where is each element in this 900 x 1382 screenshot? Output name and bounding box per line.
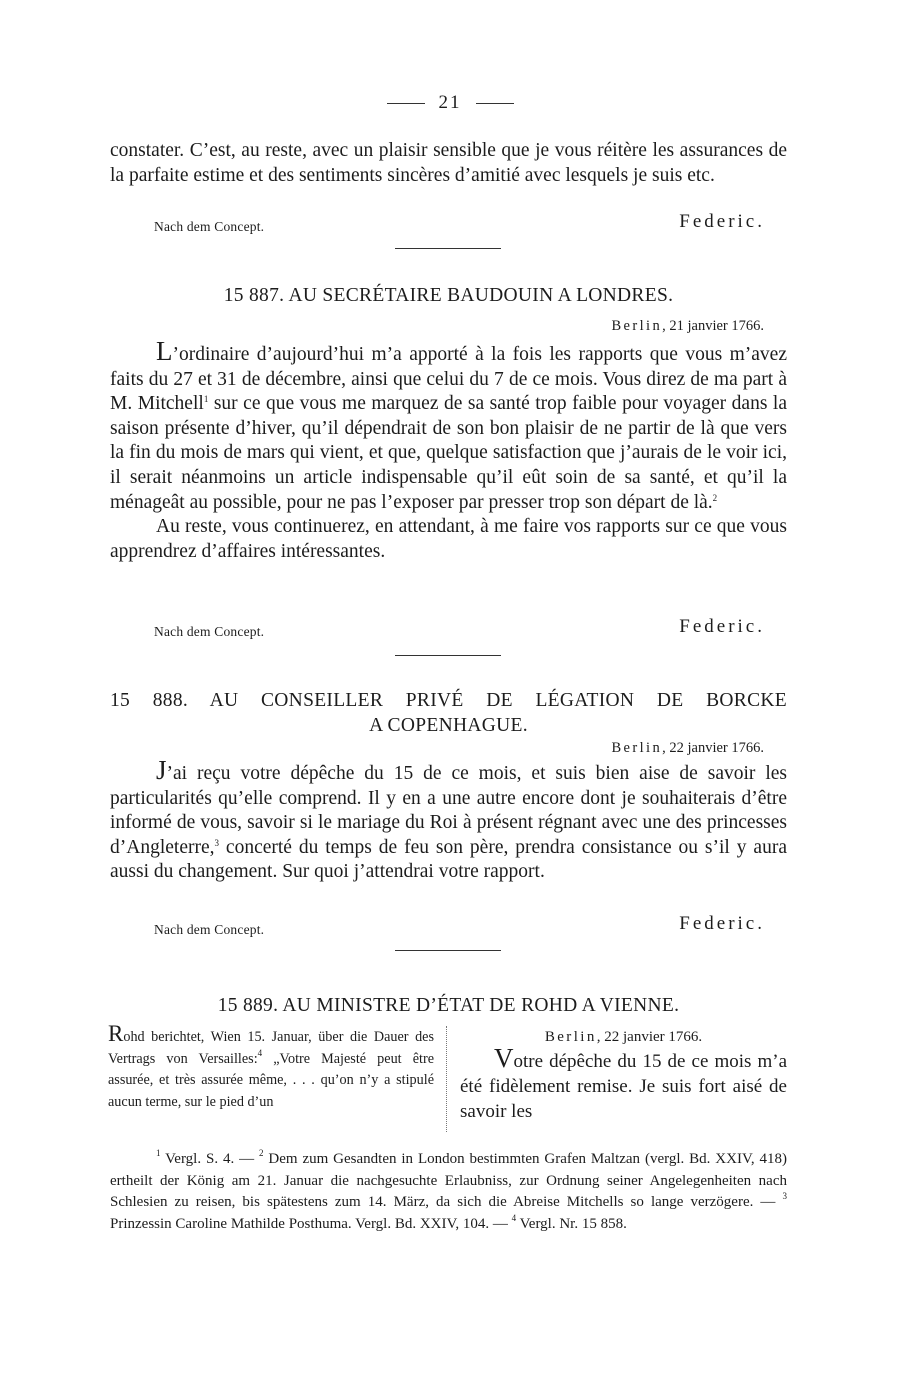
letter-title: AU CONSEILLER PRIVÉ DE LÉGATION DE BORCKE <box>209 690 787 711</box>
letter-title: AU MINISTRE D’ÉTAT DE ROHD A VIENNE. <box>282 995 680 1016</box>
drop-cap: V <box>494 1043 514 1073</box>
paragraph-text: sur ce que vous me marquez de sa santé trop faible pour voyager dans la saison présente d’hiver, qu’il dépendrait de son bon plaisir de ne partir de là que vers la fin du mois de mars qui vient, et que, quelque satisfaction que j’aurais de le voir ici, il serait néanmoins un article indispensable qu’il eût soin de sa santé, et qu’il la ménageât au possible, pour ne pas l’exposer par presser trop son départ de là. <box>110 393 787 513</box>
page-number-dash-right <box>476 103 514 104</box>
letter-15889-paragraph <box>460 1043 787 1124</box>
letter-15887-body <box>110 336 787 564</box>
paragraph-text: otre dépêche du 15 de ce mois m’a été fidèlement remise. Je suis fort aisé de savoir les <box>460 1051 787 1122</box>
letter-15888-dateline <box>611 740 764 757</box>
footnotes <box>110 1149 787 1235</box>
drop-cap: J <box>156 755 167 785</box>
section-divider <box>395 655 501 656</box>
letter-15888-heading-line-1 <box>110 690 787 712</box>
footnote-number: 4 <box>511 1212 517 1223</box>
letter-15888-paragraph-1 <box>110 755 787 885</box>
column-divider <box>446 1026 447 1132</box>
intro-signature: Federic. <box>679 211 765 232</box>
page-number-dash-left <box>387 103 425 104</box>
footnote-text: Dem zum Gesandten in London bestimmten Grafen Maltzan (vergl. Bd. XXIV, 418) ertheilt der König am 21. Januar die nachgesuchte Erlaubniss, zur Ordnung seiner Angelegenheiten nach Schlesien zu reisen, bis spätestens zum 14. März, da sich die Abreise Mitchells so lange verzögere. — <box>110 1151 787 1211</box>
letter-15889-heading <box>110 995 787 1017</box>
letter-15887-source-note: Nach dem Concept. <box>154 624 265 639</box>
drop-cap: L <box>156 336 173 366</box>
footnote-marker: 4 <box>257 1047 263 1058</box>
footnote-number: 1 <box>156 1148 161 1158</box>
page-number <box>0 92 900 114</box>
footnote-text: Vergl. Nr. 15 858. <box>516 1215 627 1232</box>
date-place: Berlin <box>544 1029 597 1045</box>
footnote-number: 3 <box>782 1191 787 1202</box>
footnote-text: Prinzessin Caroline Mathilde Posthuma. Vergl. Bd. XXIV, 104. — <box>110 1215 512 1232</box>
letter-15888-source-note: Nach dem Concept. <box>154 922 265 937</box>
page-number-text: 21 <box>438 92 462 113</box>
summary-text: ohd berichtet, Wien 15. Januar, über die Dauer des Vertrags von Versailles: <box>108 1029 434 1067</box>
paragraph-text: ’ordinaire d’aujourd’hui m’a apporté à la fois les rapports que vous m’avez faits du 27 et 31 de décembre, ainsi que celui du 7 de ce mois. Vous direz de ma part à M. Mitchell <box>110 344 787 415</box>
drop-cap: R <box>108 1021 124 1046</box>
letter-15887-heading <box>110 285 787 307</box>
section-divider <box>395 248 501 249</box>
intro-paragraph: constater. C’est, au reste, avec un plaisir sensible que je vous réitère les assurances de la parfaite estime et des sentiments sincères d’amitié avec lesquels je suis etc. <box>110 140 787 186</box>
section-divider <box>395 950 501 951</box>
letter-15889-letter-column <box>460 1026 787 1124</box>
footnote-text: Vergl. S. 4. — <box>160 1151 260 1167</box>
paragraph-text: concerté du temps de feu son père, prendra consistance ou s’il y aura aussi du changement. Sur quoi j’attendrai votre rapport. <box>110 836 787 883</box>
date-place: Berlin <box>611 318 663 334</box>
letter-15888-body <box>110 755 787 885</box>
letter-15887-signature: Federic. <box>679 616 765 637</box>
letter-15889-summary-column <box>108 1023 434 1113</box>
intro-source-note: Nach dem Concept. <box>154 219 265 234</box>
footnote-marker: 3 <box>214 837 219 848</box>
paragraph-text: ’ai reçu votre dépêche du 15 de ce mois, et suis bien aise de savoir les particularités qu’elle comprend. Il y en a une autre encore dont je souhaiterais d’être informé de vous, savoir si le mariage du Roi à présent régnant avec une des princesses d’Angleterre, <box>110 763 787 858</box>
footnote-marker: 2 <box>712 492 718 503</box>
date-place: Berlin <box>611 740 663 756</box>
letter-title: AU SECRÉTAIRE BAUDOUIN A LONDRES. <box>288 285 674 306</box>
summary-text: „Votre Majesté peut être assurée, et très assurée même, . . . qu’on n’y a stipulé aucun terme, sur le pied d’un <box>108 1050 434 1110</box>
letter-15888-signature: Federic. <box>679 913 765 934</box>
date-rest: , 22 janvier 1766. <box>596 1029 703 1045</box>
letter-15887-paragraph-2: Au reste, vous continuerez, en attendant, à me faire vos rapports sur ce que vous apprendrez d’affaires intéressantes. <box>110 516 787 562</box>
letter-15887-dateline <box>611 318 764 335</box>
letter-15888-heading-line-2: A COPENHAGUE. <box>369 715 528 736</box>
footnote-marker: 1 <box>203 394 209 405</box>
date-rest: , 22 janvier 1766. <box>662 740 764 756</box>
date-rest: , 21 janvier 1766. <box>662 318 764 334</box>
footnote-number: 2 <box>259 1148 264 1158</box>
letter-15887-paragraph-1 <box>110 336 787 515</box>
letter-number: 15 888. <box>110 690 189 711</box>
letter-number: 15 889. <box>217 995 279 1016</box>
letter-number: 15 887. <box>223 285 285 306</box>
